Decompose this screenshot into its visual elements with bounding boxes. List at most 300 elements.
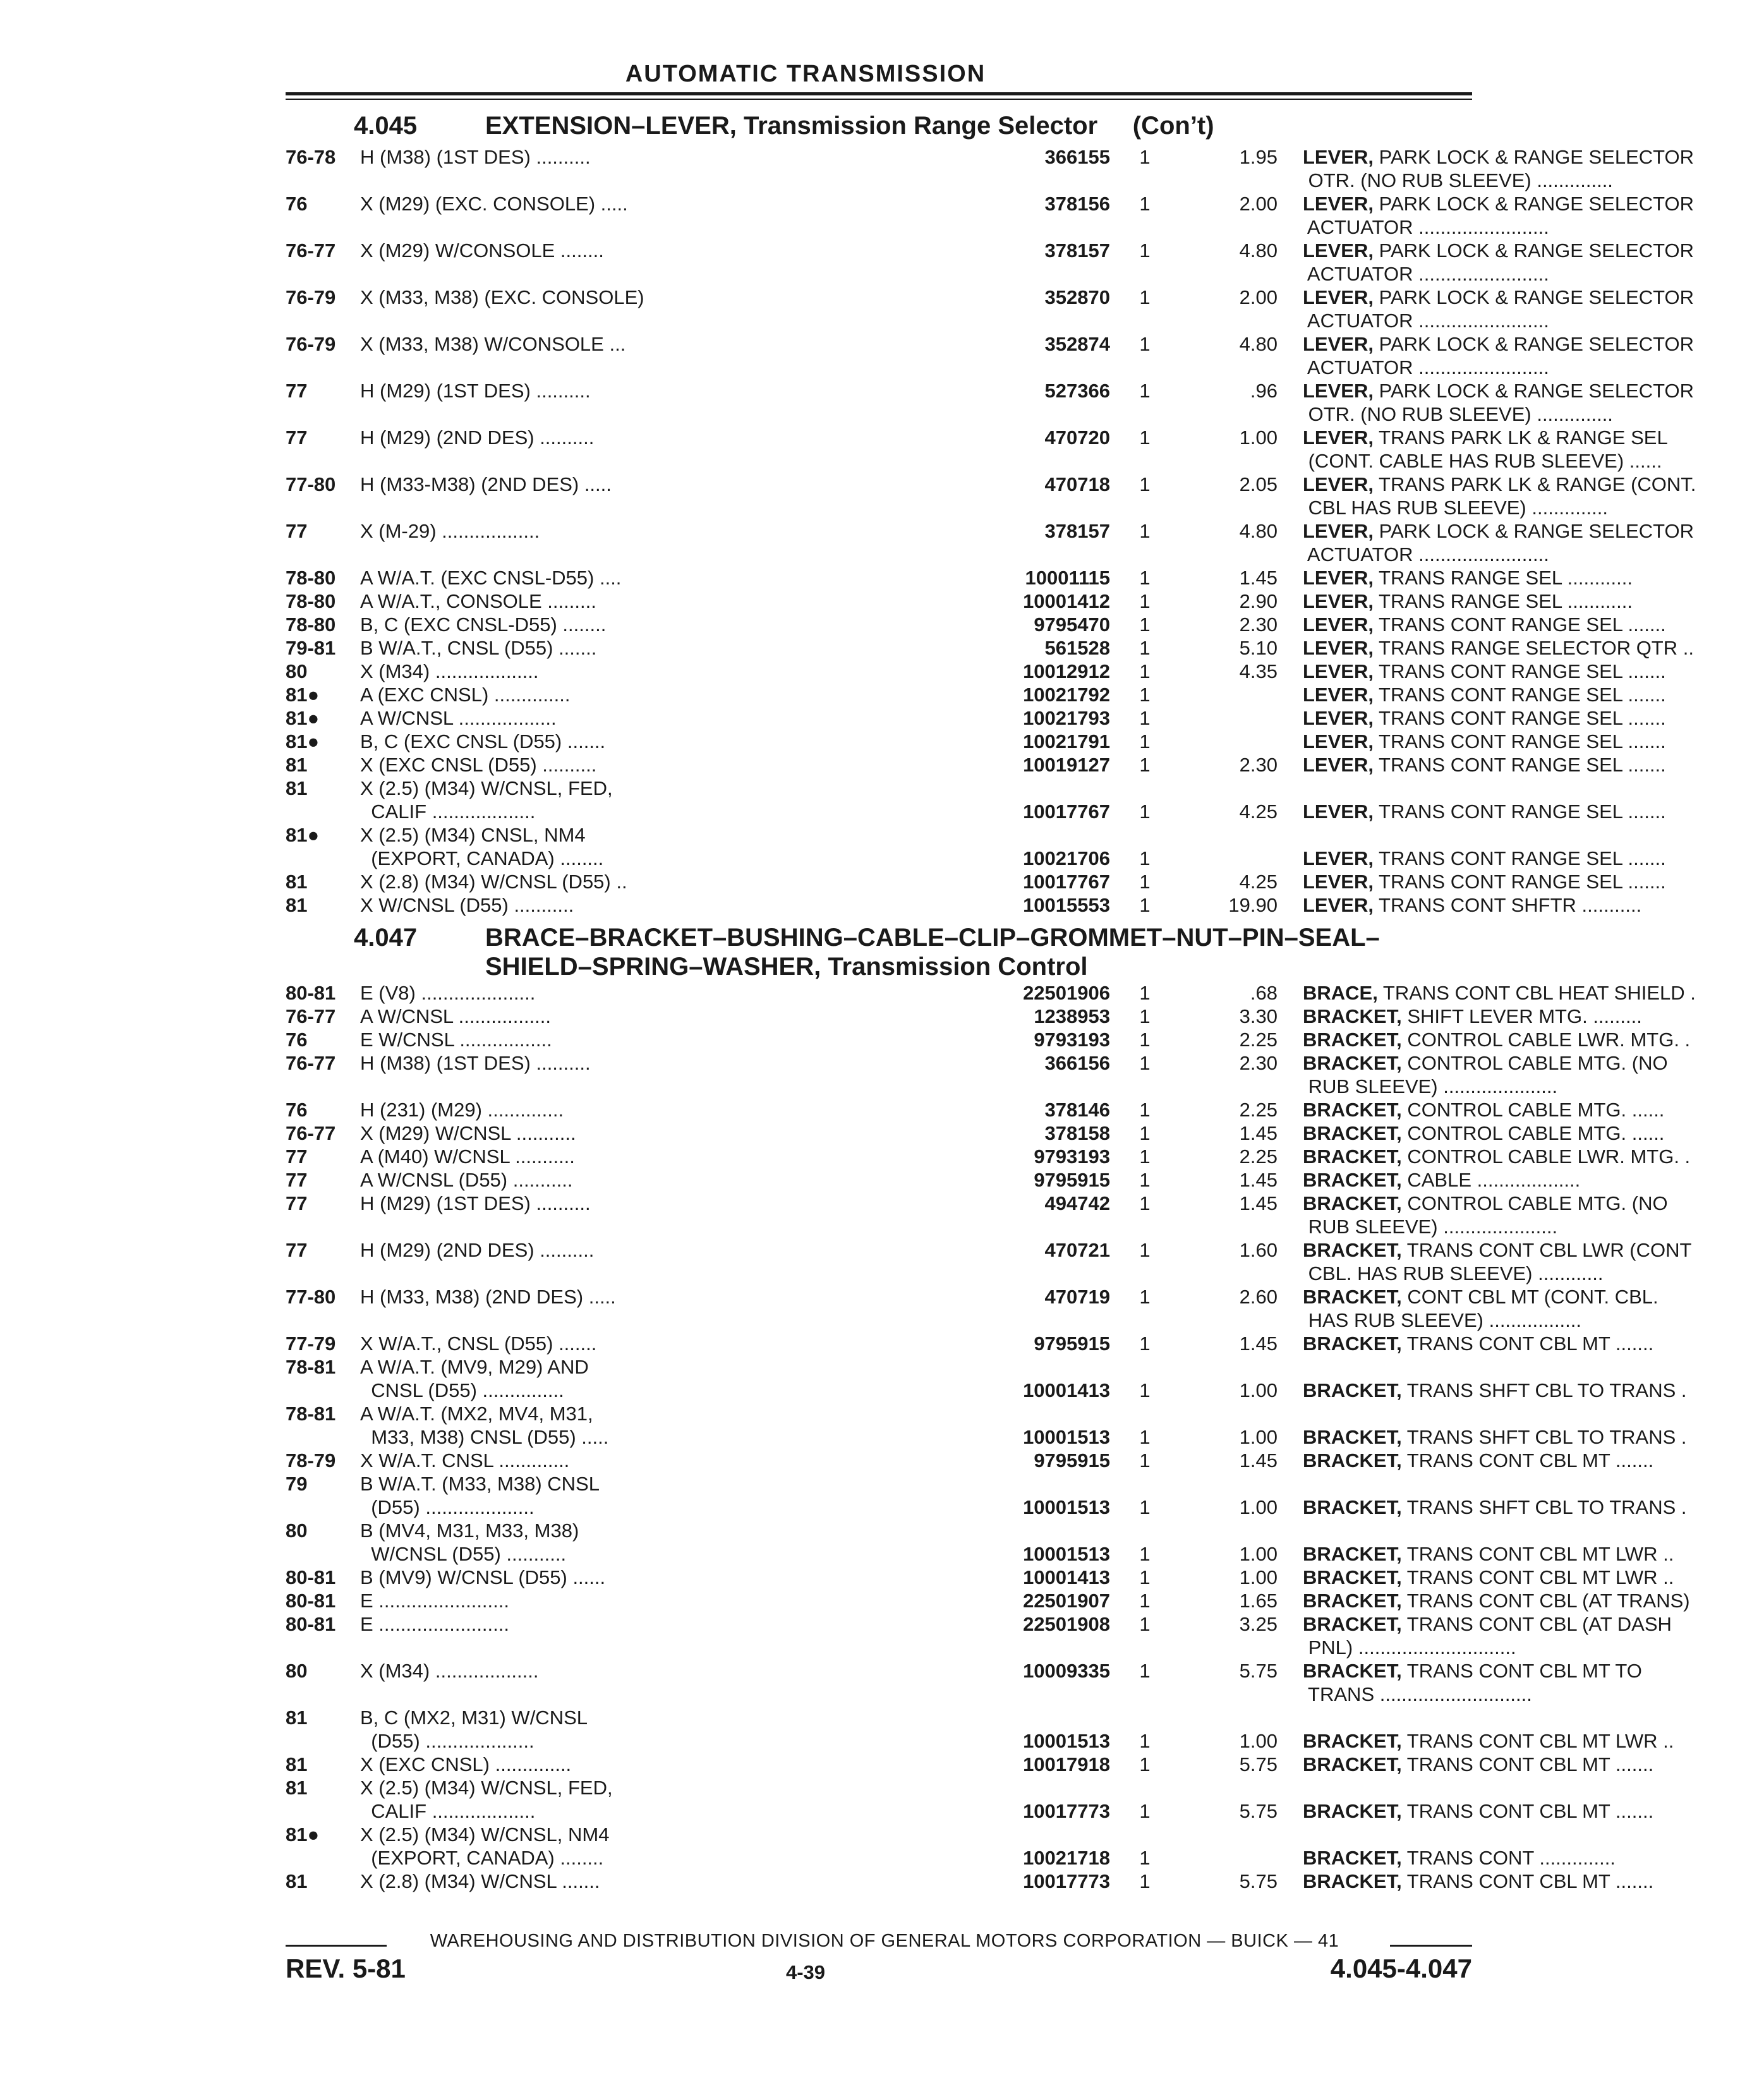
part-number: 1238953 [1034,1005,1110,1027]
parts-row [286,1753,1654,1776]
model-description: H (231) (M29) .............. [360,1099,564,1121]
part-name-detail: TRANS SHFT CBL TO TRANS . [1401,1426,1687,1448]
part-name-keyword: BRACKET, [1303,1145,1402,1168]
part-name-keyword: LEVER, [1303,146,1374,168]
quantity: 1 [1139,1239,1151,1261]
price: 1.00 [1239,1543,1278,1565]
part-name-detail: PARK LOCK & RANGE SELECTOR ACTUATOR ........................ [1307,239,1695,285]
part-name-detail: TRANS CONT CBL MT ....... [1401,1333,1654,1355]
part-name [1303,1098,1764,1121]
model-description: H (M29) (2ND DES) .......... [360,426,595,449]
quantity: 1 [1139,1005,1151,1027]
part-name-keyword: LEVER, [1303,847,1374,869]
price: 1.00 [1239,1730,1278,1752]
price: 1.45 [1239,567,1278,589]
part-name-detail: CABLE ................... [1401,1169,1581,1191]
part-name-detail: TRANS CONT CBL (AT TRANS) [1401,1590,1690,1612]
parts-row [286,613,1666,636]
part-name-keyword: LEVER, [1303,894,1374,916]
part-name [1303,589,1764,613]
part-name [1303,1799,1764,1823]
part-name-keyword: LEVER, [1303,567,1374,589]
quantity: 1 [1139,660,1151,682]
part-number: 10009335 [1023,1660,1110,1682]
quantity: 1 [1139,1426,1151,1448]
part-name-keyword: LEVER, [1303,707,1374,729]
model-year: 76 [286,1099,308,1121]
parts-row [286,753,1666,777]
parts-row [286,145,1695,192]
part-name-detail: TRANS CONT RANGE SEL ....... [1373,754,1666,776]
part-number: 378156 [1044,193,1110,215]
price: 2.25 [1239,1145,1278,1168]
part-name-detail: TRANS CONT RANGE SEL ....... [1373,730,1666,752]
part-name [1303,636,1764,660]
quantity: 1 [1139,637,1151,659]
part-name-keyword: BRACKET, [1303,1005,1402,1027]
model-year: 78-81 [286,1403,336,1425]
part-name [1303,706,1764,730]
price: 3.30 [1239,1005,1278,1027]
parts-row [286,332,1695,379]
price: 2.25 [1239,1029,1278,1051]
model-description: X (2.8) (M34) W/CNSL ....... [360,1870,600,1892]
part-number: 10001513 [1023,1496,1110,1518]
model-year: 81 [286,1870,308,1892]
part-number: 10017773 [1023,1800,1110,1822]
part-name [1303,1846,1764,1870]
model-year: 77 [286,520,308,542]
model-description: A W/A.T., CONSOLE ......... [360,590,596,612]
price: 1.00 [1239,1496,1278,1518]
part-name [1303,870,1764,893]
part-number: 22501907 [1023,1590,1110,1612]
part-name [1303,1612,1764,1659]
quantity: 1 [1139,473,1151,495]
part-name [1303,893,1764,917]
model-description: B (MV4, M31, M33, M38) W/CNSL (D55) ........... [360,1520,579,1565]
footer-rule-left [286,1945,387,1947]
parts-row [286,870,1666,893]
part-name [1303,1729,1764,1753]
price: 2.90 [1239,590,1278,612]
part-name-detail: TRANS CONT RANGE SEL ....... [1373,871,1666,893]
parts-row [286,823,1666,870]
price: 19.90 [1228,894,1278,916]
section-title: EXTENSION–LEVER, Transmission Range Selector (Con’t) [485,112,1214,140]
part-number: 10001412 [1023,590,1110,612]
model-description: A W/A.T. (EXC CNSL-D55) .... [360,567,622,589]
model-description: X W/A.T., CNSL (D55) ....... [360,1333,597,1355]
part-name-keyword: BRACKET, [1303,1169,1402,1191]
part-name-keyword: LEVER, [1303,473,1374,495]
price: 2.05 [1239,473,1278,495]
part-name-keyword: LEVER, [1303,684,1374,706]
part-number: 470718 [1044,473,1110,495]
parts-row [286,426,1668,473]
part-number: 10017767 [1023,871,1110,893]
price: 1.45 [1239,1192,1278,1214]
part-name-detail: TRANS CONT SHFTR ........... [1373,894,1642,916]
part-name-detail: TRANS PARK LK & RANGE SEL (CONT. CABLE HAS RUB SLEEVE) ...... [1308,426,1668,472]
model-year: 81 [286,871,308,893]
part-name [1303,239,1764,286]
part-name [1303,800,1764,823]
quantity: 1 [1139,1800,1151,1822]
part-number: 10021718 [1023,1847,1110,1869]
model-description: H (M38) (1ST DES) .......... [360,146,591,168]
part-number: 10021792 [1023,684,1110,706]
parts-row [286,192,1695,239]
model-year: 79 [286,1473,308,1495]
part-name [1303,1496,1764,1519]
parts-row [286,379,1695,426]
part-name-keyword: BRACKET, [1303,1239,1402,1261]
price: 2.00 [1239,286,1278,308]
part-name-detail: CONTROL CABLE MTG. ...... [1401,1099,1665,1121]
price: 1.45 [1239,1169,1278,1191]
part-number: 352874 [1044,333,1110,355]
model-year: 76-77 [286,1122,336,1144]
part-name [1303,1659,1764,1706]
part-number: 10017767 [1023,801,1110,823]
model-description: E W/CNSL ................. [360,1029,552,1051]
price: 1.00 [1239,1566,1278,1588]
quantity: 1 [1139,1286,1151,1308]
quantity: 1 [1139,1379,1151,1401]
part-name-keyword: LEVER, [1303,426,1374,449]
part-number: 9795915 [1034,1333,1110,1355]
model-description: H (M29) (1ST DES) .......... [360,380,591,402]
part-number: 22501906 [1023,982,1110,1004]
parts-row [286,1519,1674,1566]
model-description: X W/CNSL (D55) ........... [360,894,574,916]
parts-row [286,1145,1691,1168]
price: 2.25 [1239,1099,1278,1121]
model-year: 76-79 [286,333,336,355]
part-name-keyword: BRACKET, [1303,1333,1402,1355]
part-name-detail: CONT CBL MT (CONT. CBL. HAS RUB SLEEVE) ................. [1308,1286,1658,1331]
model-year: 80-81 [286,1566,336,1588]
part-name-keyword: LEVER, [1303,333,1374,355]
part-name-detail: TRANS CONT CBL MT ....... [1401,1449,1654,1472]
part-name-detail: SHIFT LEVER MTG. ......... [1401,1005,1642,1027]
part-name-detail: CONTROL CABLE LWR. MTG. . [1401,1029,1691,1051]
parts-row [286,1332,1654,1355]
part-name-detail: PARK LOCK & RANGE SELECTOR ACTUATOR ........................ [1307,333,1695,378]
part-name-detail: TRANS CONT CBL MT ....... [1401,1753,1654,1775]
part-number: 378158 [1044,1122,1110,1144]
part-name [1303,192,1764,239]
model-description: X (M-29) .................. [360,520,540,542]
price: 1.45 [1239,1122,1278,1144]
part-name-detail: TRANS CONT CBL HEAT SHIELD . [1377,982,1696,1004]
part-name-detail: TRANS CONT CBL LWR (CONT CBL. HAS RUB SLEEVE) ............ [1308,1239,1692,1284]
model-year: 76-77 [286,1052,336,1074]
model-description: X (M33, M38) W/CONSOLE ... [360,333,626,355]
part-name-detail: TRANS SHFT CBL TO TRANS . [1401,1379,1687,1401]
part-name [1303,683,1764,706]
part-name [1303,426,1764,473]
quantity: 1 [1139,1333,1151,1355]
part-number: 10021791 [1023,730,1110,752]
model-description: E ........................ [360,1590,509,1612]
model-description: X (EXC CNSL) .............. [360,1753,572,1775]
part-name-keyword: LEVER, [1303,660,1374,682]
model-description: X (M29) W/CNSL ........... [360,1122,576,1144]
part-number: 10019127 [1023,754,1110,776]
quantity: 1 [1139,1566,1151,1588]
part-name [1303,753,1764,777]
part-number: 10001513 [1023,1426,1110,1448]
part-name-detail: PARK LOCK & RANGE SELECTOR OTR. (NO RUB SLEEVE) .............. [1308,146,1695,191]
parts-row [286,1005,1642,1028]
part-name-keyword: BRACKET, [1303,1753,1402,1775]
part-name [1303,1028,1764,1051]
part-number: 10015553 [1023,894,1110,916]
part-number: 10001115 [1025,567,1110,589]
part-number: 10001413 [1023,1379,1110,1401]
section-range: 4.045-4.047 [1330,1954,1472,1983]
parts-row [286,1121,1665,1145]
model-description: B, C (EXC CNSL (D55) ....... [360,730,606,752]
model-year: 81 [286,1753,308,1775]
part-number: 378146 [1044,1099,1110,1121]
part-name-detail: PARK LOCK & RANGE SELECTOR ACTUATOR ........................ [1307,520,1695,565]
parts-row [286,981,1696,1005]
part-name-keyword: LEVER, [1303,637,1374,659]
part-number: 10001513 [1023,1543,1110,1565]
part-name-detail: TRANS CONT RANGE SEL ....... [1373,613,1666,636]
model-description: X (2.8) (M34) W/CNSL (D55) .. [360,871,627,893]
part-number: 494742 [1044,1192,1110,1214]
header-rule [286,92,1472,95]
part-name [1303,1238,1764,1285]
parts-row [286,1355,1687,1402]
model-year: 77 [286,1169,308,1191]
part-name-detail: TRANS SHFT CBL TO TRANS . [1401,1496,1687,1518]
part-name [1303,981,1764,1005]
model-description: A W/CNSL .................. [360,707,557,729]
quantity: 1 [1139,1052,1151,1074]
quantity: 1 [1139,239,1151,262]
model-year: 80 [286,660,308,682]
parts-row [286,566,1633,589]
price: 1.65 [1239,1590,1278,1612]
part-name [1303,847,1764,870]
price: 5.10 [1239,637,1278,659]
part-name-detail: CONTROL CABLE LWR. MTG. . [1401,1145,1691,1168]
quantity: 1 [1139,801,1151,823]
quantity: 1 [1139,894,1151,916]
model-description: A (EXC CNSL) .............. [360,684,571,706]
price: 1.00 [1239,426,1278,449]
part-name-detail: TRANS CONT CBL MT ....... [1401,1800,1654,1822]
part-name [1303,379,1764,426]
price: 5.75 [1239,1660,1278,1682]
part-name [1303,1145,1764,1168]
part-number: 10001413 [1023,1566,1110,1588]
model-description: H (M38) (1ST DES) .......... [360,1052,591,1074]
quantity: 1 [1139,193,1151,215]
part-name-detail: TRANS CONT RANGE SEL ....... [1373,707,1666,729]
part-number: 561528 [1044,637,1110,659]
part-name-detail: TRANS CONT CBL MT LWR .. [1401,1543,1674,1565]
part-name-keyword: BRACKET, [1303,1099,1402,1121]
part-name-detail: TRANS RANGE SEL ............ [1373,590,1633,612]
quantity: 1 [1139,1169,1151,1191]
quantity: 1 [1139,1099,1151,1121]
part-number: 22501908 [1023,1613,1110,1635]
section-number: 4.045 [354,112,418,140]
model-description: X (EXC CNSL (D55) .......... [360,754,597,776]
model-description: E ........................ [360,1613,509,1635]
model-description: A W/CNSL (D55) ........... [360,1169,573,1191]
parts-row [286,1168,1581,1192]
quantity: 1 [1139,1847,1151,1869]
revision-label: REV. 5-81 [286,1954,406,1983]
model-year: 76-77 [286,239,336,262]
price: 2.30 [1239,1052,1278,1074]
parts-row [286,730,1666,753]
part-name-detail: PARK LOCK & RANGE SELECTOR ACTUATOR ........................ [1307,286,1695,332]
part-name-keyword: LEVER, [1303,871,1374,893]
part-name [1303,1332,1764,1355]
part-name-keyword: LEVER, [1303,286,1374,308]
parts-row [286,660,1666,683]
price: 2.30 [1239,613,1278,636]
model-description: X (M29) W/CONSOLE ........ [360,239,604,262]
part-name-detail: CONTROL CABLE MTG. ...... [1401,1122,1665,1144]
model-year: 80 [286,1660,308,1682]
part-name [1303,1168,1764,1192]
parts-row [286,1589,1690,1612]
page-number: 4-39 [785,1961,826,1983]
part-number: 9795915 [1034,1169,1110,1191]
model-year: 78-80 [286,590,336,612]
part-name-keyword: BRACKET, [1303,1426,1402,1448]
part-name-keyword: BRACKET, [1303,1870,1402,1892]
part-number: 10017773 [1023,1870,1110,1892]
price: 5.75 [1239,1870,1278,1892]
model-year: 81● [286,824,320,846]
parts-row [286,589,1633,613]
model-description: B (MV9) W/CNSL (D55) ...... [360,1566,606,1588]
part-name [1303,1589,1764,1612]
model-year: 81 [286,1707,308,1729]
part-name [1303,332,1764,379]
quantity: 1 [1139,707,1151,729]
part-name [1303,613,1764,636]
part-name [1303,1192,1764,1238]
model-year: 81 [286,894,308,916]
quantity: 1 [1139,1122,1151,1144]
quantity: 1 [1139,847,1151,869]
model-year: 80-81 [286,1590,336,1612]
part-number: 352870 [1044,286,1110,308]
model-year: 78-79 [286,1449,336,1472]
quantity: 1 [1139,590,1151,612]
part-name-keyword: LEVER, [1303,754,1374,776]
model-year: 77-80 [286,1286,336,1308]
quantity: 1 [1139,1496,1151,1518]
parts-row [286,1402,1687,1449]
model-description: A W/A.T. (MV9, M29) AND CNSL (D55) ............... [360,1356,589,1401]
part-name [1303,286,1764,332]
section-title: BRACE–BRACKET–BUSHING–CABLE–CLIP–GROMMET–NUT–PIN–SEAL– SHIELD–SPRING–WASHER, Transmission Control [485,924,1380,981]
price: 5.75 [1239,1800,1278,1822]
price: 1.45 [1239,1333,1278,1355]
quantity: 1 [1139,982,1151,1004]
model-description: B, C (EXC CNSL-D55) ........ [360,613,607,636]
quantity: 1 [1139,754,1151,776]
model-description: H (M33-M38) (2ND DES) ..... [360,473,612,495]
parts-row [286,777,1666,823]
quantity: 1 [1139,684,1151,706]
price: 4.25 [1239,871,1278,893]
footer-text: WAREHOUSING AND DISTRIBUTION DIVISION OF GENERAL MOTORS CORPORATION — BUICK — 41 [430,1931,1339,1951]
part-name-keyword: BRACKET, [1303,1052,1402,1074]
part-name-keyword: BRACKET, [1303,1660,1402,1682]
model-description: X W/A.T. CNSL ............. [360,1449,570,1472]
part-name [1303,473,1764,519]
model-description: A W/CNSL ................. [360,1005,552,1027]
part-name-detail: PARK LOCK & RANGE SELECTOR OTR. (NO RUB SLEEVE) .............. [1308,380,1695,425]
part-name [1303,519,1764,566]
part-name [1303,1379,1764,1402]
part-name-detail: TRANS CONT CBL MT ....... [1401,1870,1654,1892]
price: 1.45 [1239,1449,1278,1472]
quantity: 1 [1139,1590,1151,1612]
part-name-keyword: BRACKET, [1303,1543,1402,1565]
quantity: 1 [1139,1753,1151,1775]
quantity: 1 [1139,613,1151,636]
model-description: A W/A.T. (MX2, MV4, M31, M33, M38) CNSL (D55) ..... [360,1403,609,1448]
part-name-keyword: BRACKET, [1303,1286,1402,1308]
part-name-keyword: BRACKET, [1303,1800,1402,1822]
part-name-detail: TRANS RANGE SELECTOR QTR .. [1373,637,1694,659]
parts-row [286,1238,1692,1285]
parts-row [286,519,1695,566]
part-name-detail: TRANS CONT RANGE SEL ....... [1373,660,1666,682]
part-number: 9795470 [1034,613,1110,636]
parts-row [286,1192,1668,1238]
part-name-keyword: LEVER, [1303,380,1374,402]
part-name [1303,1051,1764,1098]
part-name [1303,1005,1764,1028]
parts-row [286,636,1694,660]
model-year: 77 [286,1239,308,1261]
model-description: X (M34) ................... [360,1660,539,1682]
quantity: 1 [1139,1543,1151,1565]
part-number: 527366 [1044,380,1110,402]
part-name-keyword: BRACKET, [1303,1029,1402,1051]
quantity: 1 [1139,1870,1151,1892]
part-name-keyword: BRACKET, [1303,1496,1402,1518]
model-description: X (2.5) (M34) CNSL, NM4 (EXPORT, CANADA) ........ [360,824,604,869]
model-year: 81 [286,1777,308,1799]
part-name-detail: CONTROL CABLE MTG. (NO RUB SLEEVE) ..................... [1308,1052,1668,1097]
model-year: 81● [286,707,320,729]
parts-row [286,1051,1668,1098]
part-name-keyword: LEVER, [1303,730,1374,752]
price: 2.60 [1239,1286,1278,1308]
model-year: 76-78 [286,146,336,168]
price: 1.60 [1239,1239,1278,1261]
model-year: 76 [286,1029,308,1051]
footer-rule-right [1390,1945,1472,1947]
price: .68 [1250,982,1278,1004]
